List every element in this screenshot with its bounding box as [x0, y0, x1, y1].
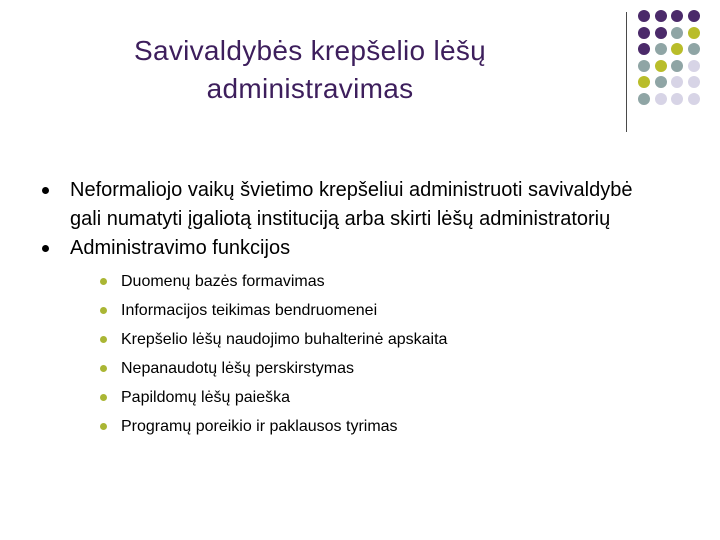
decorative-dot [688, 60, 700, 72]
decorative-dot [688, 27, 700, 39]
decorative-dot-grid [638, 10, 720, 122]
decorative-dot [671, 76, 683, 88]
decorative-dot [671, 27, 683, 39]
bullet-icon [42, 187, 49, 194]
decorative-dot [638, 60, 650, 72]
slide-title-line-2: administravimas [206, 73, 414, 104]
decorative-dot [671, 43, 683, 55]
sub-bullet-icon [100, 278, 107, 285]
sub-bullet-item [70, 267, 660, 296]
bullet-item [40, 176, 660, 234]
sub-bullet-text: Papildomų lėšų paieška [121, 389, 290, 406]
decorative-dot [655, 93, 667, 105]
bullet-icon [42, 245, 49, 252]
decorative-dot [638, 93, 650, 105]
slide-title-line-1: Savivaldybės krepšelio lėšų [133, 35, 487, 66]
sub-bullet-text: Krepšelio lėšų naudojimo buhalterinė apskaita [121, 331, 448, 348]
bullet-item [40, 234, 660, 441]
sub-bullet-icon [100, 423, 107, 430]
sub-bullet-text: Programų poreikio ir paklausos tyrimas [121, 418, 398, 435]
decorative-dot [638, 76, 650, 88]
decorative-dot [655, 60, 667, 72]
decorative-dot [688, 43, 700, 55]
sub-bullet-text: Nepanaudotų lėšų perskirstymas [121, 360, 355, 377]
sub-bullet-icon [100, 336, 107, 343]
sub-bullet-icon [100, 307, 107, 314]
decorative-dot [671, 60, 683, 72]
slide-title [70, 32, 550, 108]
bullet-text: Administravimo funkcijos [70, 237, 291, 259]
decorative-dot [655, 10, 667, 22]
decorative-divider-line [626, 12, 627, 132]
bullet-list [40, 176, 660, 441]
decorative-dot [671, 10, 683, 22]
decorative-dot [671, 93, 683, 105]
decorative-dot [688, 10, 700, 22]
decorative-dot [638, 10, 650, 22]
sub-bullet-item [70, 296, 660, 325]
decorative-dot [655, 76, 667, 88]
sub-bullet-text: Duomenų bazės formavimas [121, 273, 325, 290]
sub-bullet-list [70, 267, 660, 441]
decorative-dot [638, 43, 650, 55]
decorative-dot [638, 27, 650, 39]
decorative-dot [688, 76, 700, 88]
sub-bullet-item [70, 354, 660, 383]
sub-bullet-icon [100, 365, 107, 372]
sub-bullet-item [70, 383, 660, 412]
sub-bullet-icon [100, 394, 107, 401]
decorative-dot [655, 27, 667, 39]
sub-bullet-item [70, 325, 660, 354]
decorative-dot [688, 93, 700, 105]
decorative-dot [655, 43, 667, 55]
bullet-text: Neformaliojo vaikų švietimo krepšeliui administruoti savivaldybė gali numatyti įgaliotą instituciją arba skirti lėšų administratorių [70, 179, 633, 230]
sub-bullet-text: Informacijos teikimas bendruomenei [121, 302, 378, 319]
sub-bullet-item [70, 412, 660, 441]
